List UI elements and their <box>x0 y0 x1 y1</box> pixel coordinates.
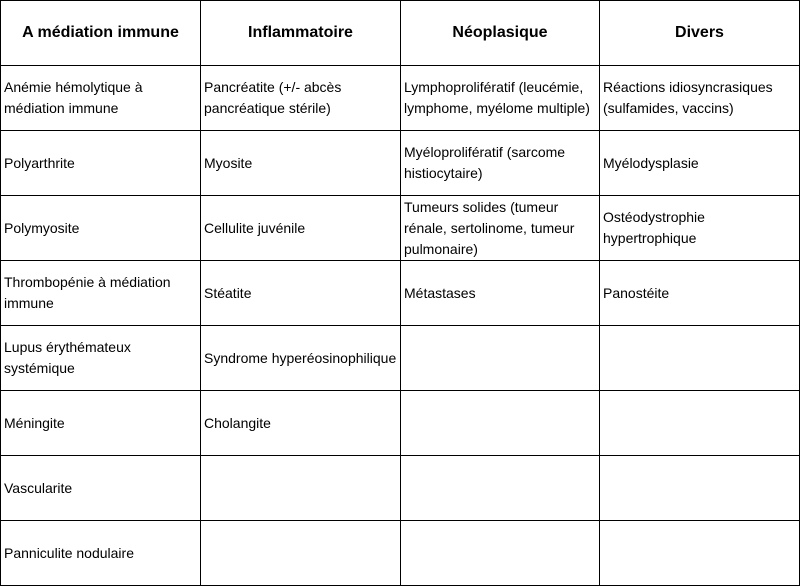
table-cell: Ostéodystrophie hypertrophique <box>600 196 800 261</box>
table-cell: Stéatite <box>201 261 401 326</box>
table-cell <box>600 326 800 391</box>
table-cell <box>201 521 401 586</box>
table-cell: Myélodysplasie <box>600 131 800 196</box>
table-cell: Panostéite <box>600 261 800 326</box>
table-cell <box>600 391 800 456</box>
table-row <box>1 326 800 391</box>
table-cell: Métastases <box>401 261 600 326</box>
table-cell: Myéloprolifératif (sarcome histiocytaire) <box>401 131 600 196</box>
table-row <box>1 391 800 456</box>
table-cell: Myosite <box>201 131 401 196</box>
table-cell <box>401 326 600 391</box>
table-cell: Polyarthrite <box>1 131 201 196</box>
table-cell <box>600 521 800 586</box>
table-row <box>1 196 800 261</box>
table-cell <box>401 456 600 521</box>
column-header-neoplastic: Néoplasique <box>401 1 600 66</box>
table-cell: Cellulite juvénile <box>201 196 401 261</box>
table-cell: Polymyosite <box>1 196 201 261</box>
header-row <box>1 1 800 66</box>
table-cell <box>201 456 401 521</box>
table-row <box>1 66 800 131</box>
table-cell: Thrombopénie à médiation immune <box>1 261 201 326</box>
table-cell: Lupus érythémateux systémique <box>1 326 201 391</box>
table-cell: Panniculite nodulaire <box>1 521 201 586</box>
table-cell: Méningite <box>1 391 201 456</box>
column-header-inflammatory: Inflammatoire <box>201 1 401 66</box>
table-cell: Anémie hémolytique à médiation immune <box>1 66 201 131</box>
table-cell: Réactions idiosyncrasiques (sulfamides, vaccins) <box>600 66 800 131</box>
column-header-misc: Divers <box>600 1 800 66</box>
table-row <box>1 521 800 586</box>
table-cell: Pancréatite (+/- abcès pancréatique stérile) <box>201 66 401 131</box>
table-row <box>1 456 800 521</box>
table-cell: Cholangite <box>201 391 401 456</box>
table-cell <box>401 521 600 586</box>
column-header-immune: A médiation immune <box>1 1 201 66</box>
table-cell <box>600 456 800 521</box>
table-row <box>1 261 800 326</box>
table-cell: Lymphoprolifératif (leucémie, lymphome, myélome multiple) <box>401 66 600 131</box>
table-cell <box>401 391 600 456</box>
table-cell: Vascularite <box>1 456 201 521</box>
table-row <box>1 131 800 196</box>
table-cell: Syndrome hyperéosinophilique <box>201 326 401 391</box>
table-cell: Tumeurs solides (tumeur rénale, sertolinome, tumeur pulmonaire) <box>401 196 600 261</box>
